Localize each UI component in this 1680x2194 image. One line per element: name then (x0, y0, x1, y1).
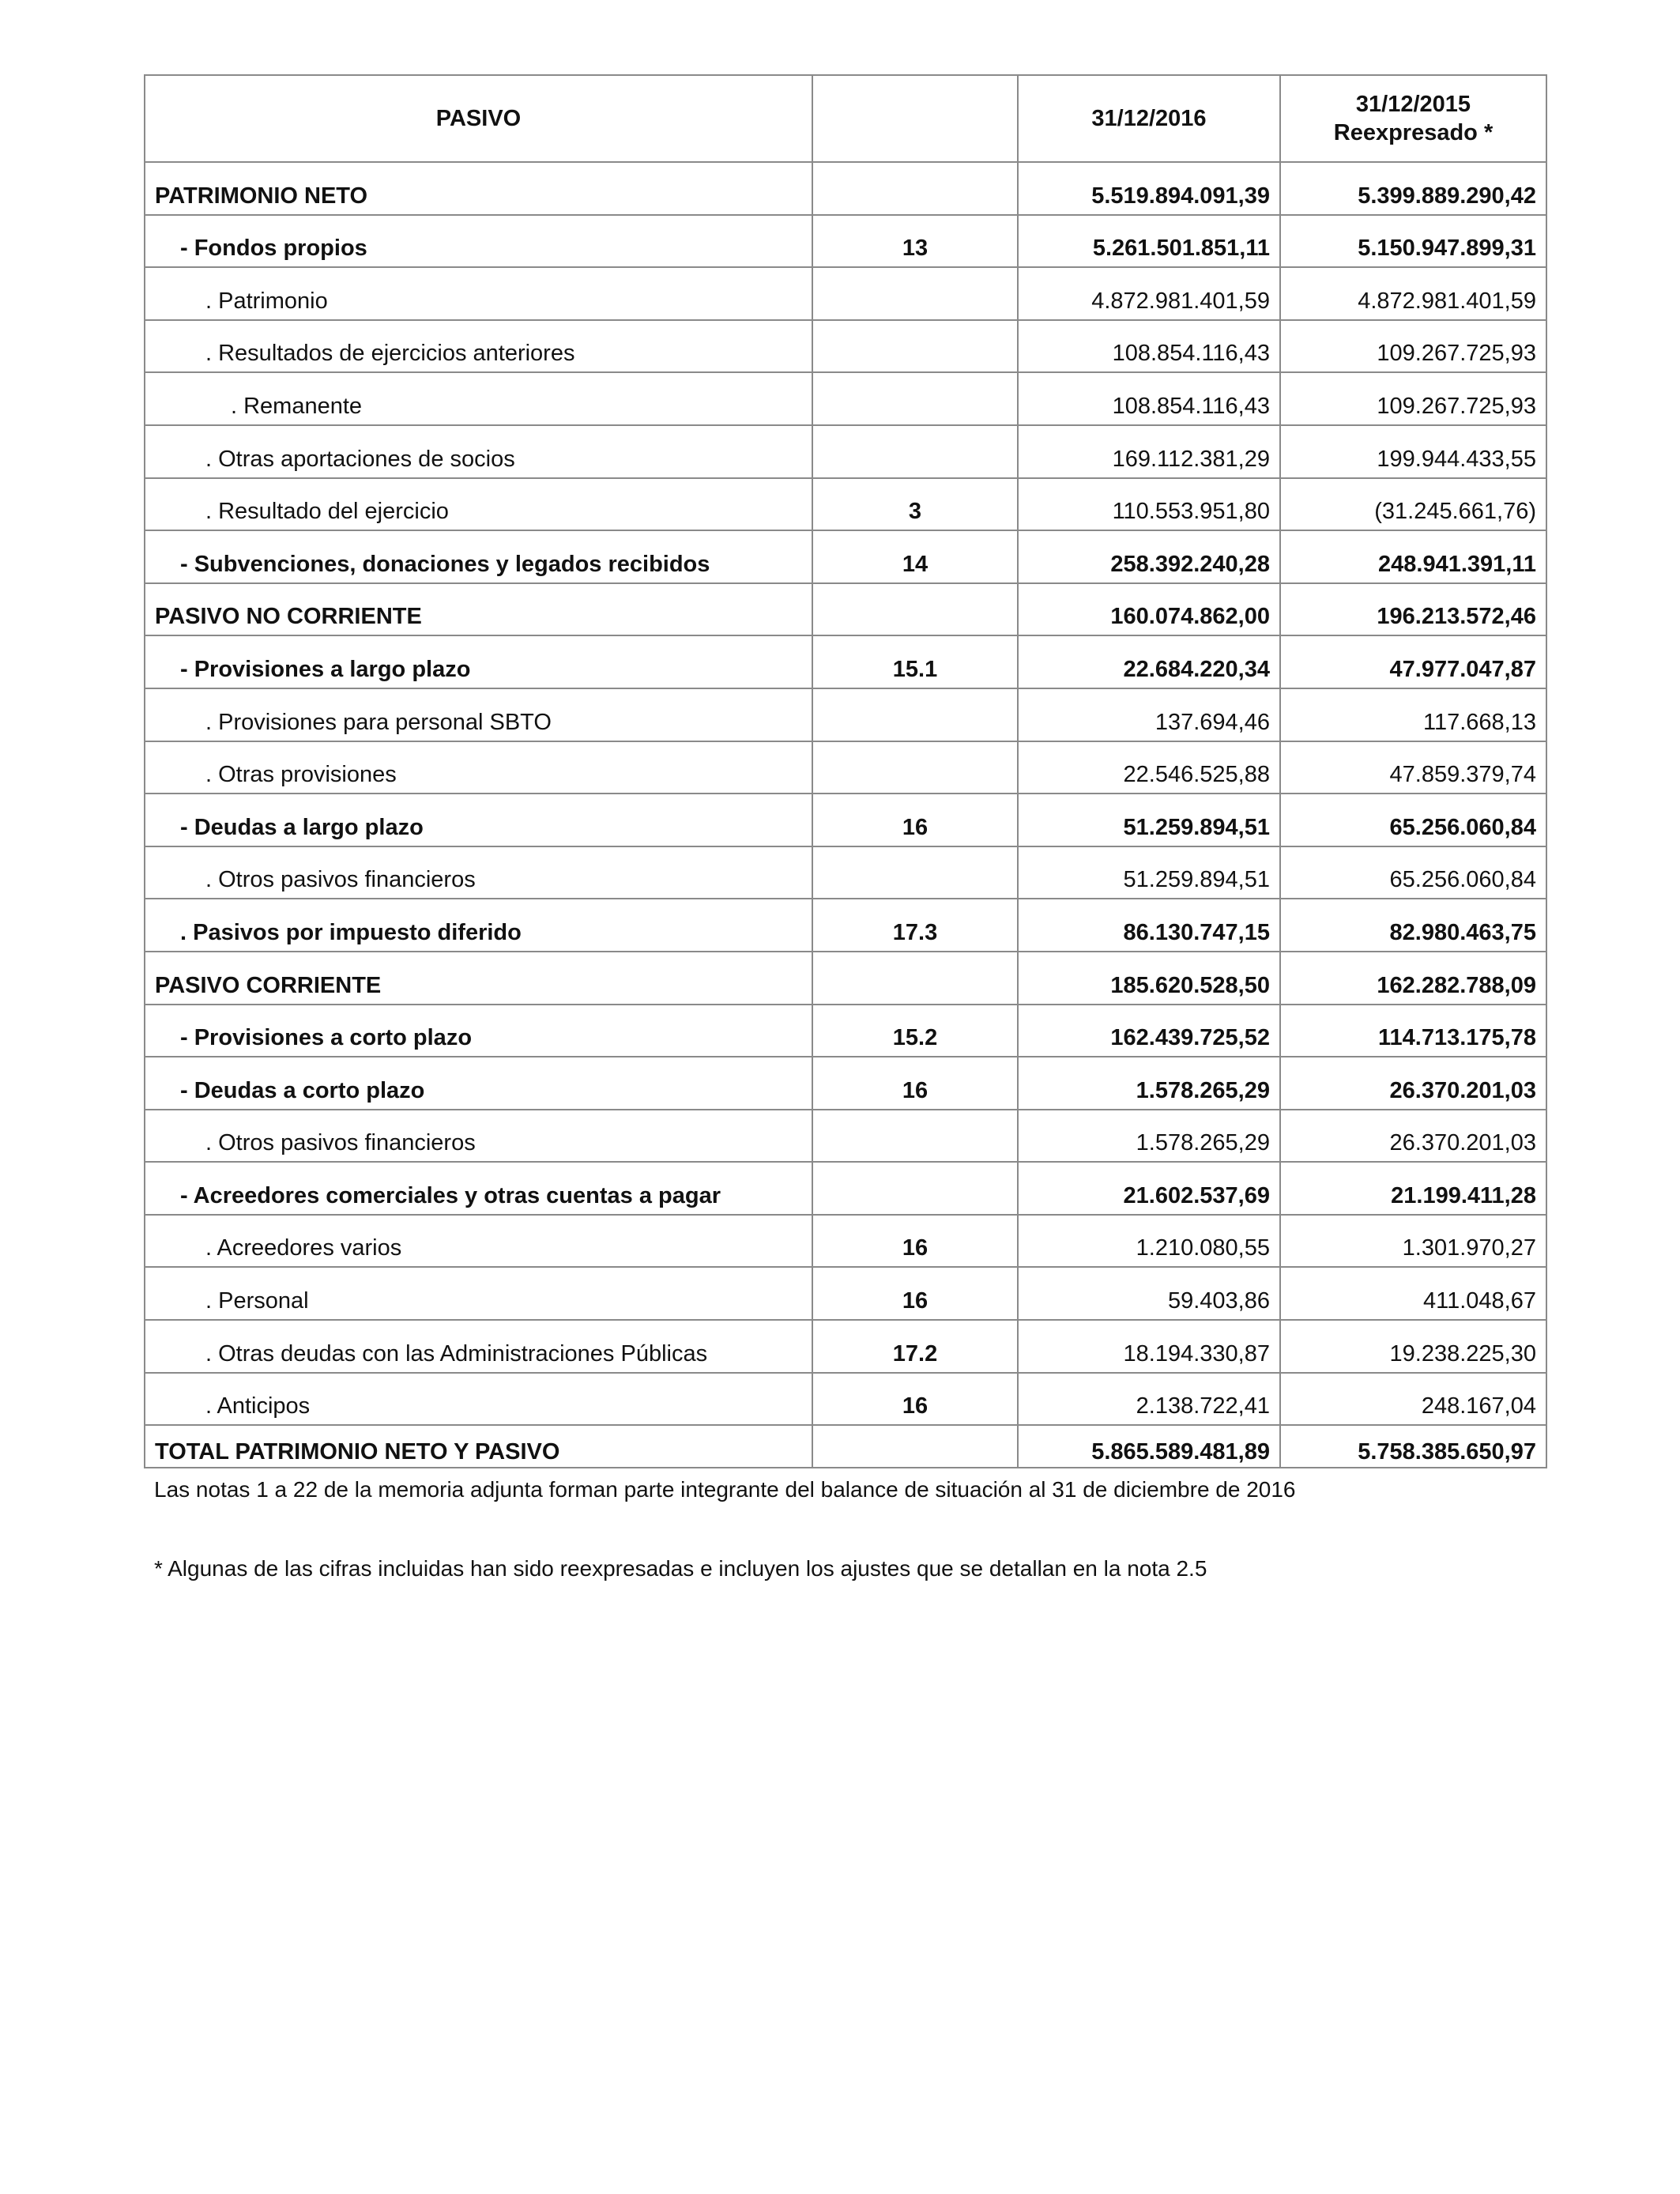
table-row (145, 899, 1546, 952)
row-label: . Personal (145, 1267, 812, 1320)
row-value-2015: 26.370.201,03 (1280, 1057, 1546, 1110)
table-row (145, 530, 1546, 583)
row-value-2015: 248.941.391,11 (1280, 530, 1546, 583)
total-row (145, 1425, 1546, 1468)
row-value-2015: 199.944.433,55 (1280, 425, 1546, 478)
row-label: . Otras provisiones (145, 741, 812, 794)
row-value-2015: 114.713.175,78 (1280, 1005, 1546, 1057)
row-value-2015: 109.267.725,93 (1280, 320, 1546, 373)
row-value-2016: 1.210.080,55 (1018, 1215, 1280, 1268)
row-label: - Provisiones a corto plazo (145, 1005, 812, 1057)
row-value-2016: 1.578.265,29 (1018, 1110, 1280, 1163)
row-value-2016: 162.439.725,52 (1018, 1005, 1280, 1057)
row-note (812, 372, 1018, 425)
row-label: PASIVO CORRIENTE (145, 952, 812, 1005)
row-value-2016: 108.854.116,43 (1018, 372, 1280, 425)
table-row (145, 372, 1546, 425)
header-date-2015-line2: Reexpresado * (1333, 120, 1494, 145)
row-label: - Fondos propios (145, 215, 812, 268)
row-label: PASIVO NO CORRIENTE (145, 583, 812, 636)
row-value-2016: 137.694,46 (1018, 688, 1280, 741)
row-note (812, 741, 1018, 794)
row-label: . Otras deudas con las Administraciones Públicas (145, 1320, 812, 1373)
row-note: 17.2 (812, 1320, 1018, 1373)
row-note (812, 583, 1018, 636)
row-label: . Pasivos por impuesto diferido (145, 899, 812, 952)
row-value-2015: 1.301.970,27 (1280, 1215, 1546, 1268)
row-value-2016: 108.854.116,43 (1018, 320, 1280, 373)
total-value-2015: 5.758.385.650,97 (1280, 1425, 1546, 1468)
row-value-2015: (31.245.661,76) (1280, 478, 1546, 531)
table-row (145, 688, 1546, 741)
table-row (145, 952, 1546, 1005)
row-label: PATRIMONIO NETO (145, 162, 812, 215)
row-value-2016: 86.130.747,15 (1018, 899, 1280, 952)
row-note: 15.1 (812, 635, 1018, 688)
table-row (145, 1110, 1546, 1163)
row-label: . Remanente (145, 372, 812, 425)
row-value-2016: 185.620.528,50 (1018, 952, 1280, 1005)
row-value-2015: 248.167,04 (1280, 1373, 1546, 1426)
row-note: 15.2 (812, 1005, 1018, 1057)
table-row (145, 162, 1546, 215)
row-label: - Acreedores comerciales y otras cuentas a pagar (145, 1162, 812, 1215)
row-value-2016: 22.546.525,88 (1018, 741, 1280, 794)
table-row (145, 846, 1546, 899)
table-row (145, 215, 1546, 268)
table-row (145, 478, 1546, 531)
row-label: . Patrimonio (145, 267, 812, 320)
row-label: - Subvenciones, donaciones y legados recibidos (145, 530, 812, 583)
row-value-2015: 82.980.463,75 (1280, 899, 1546, 952)
row-label: . Acreedores varios (145, 1215, 812, 1268)
table-row (145, 320, 1546, 373)
table-row (145, 1005, 1546, 1057)
table-row (145, 1267, 1546, 1320)
table-header-row (145, 75, 1546, 162)
table-row (145, 1215, 1546, 1268)
notes-footnote: Las notas 1 a 22 de la memoria adjunta forman parte integrante del balance de situación al 31 de diciembre de 2016 (154, 1477, 1296, 1502)
row-note (812, 688, 1018, 741)
row-note: 13 (812, 215, 1018, 268)
row-note: 16 (812, 1267, 1018, 1320)
row-value-2016: 59.403,86 (1018, 1267, 1280, 1320)
row-label: . Resultados de ejercicios anteriores (145, 320, 812, 373)
table-row (145, 635, 1546, 688)
row-label: - Deudas a largo plazo (145, 794, 812, 846)
row-note (812, 846, 1018, 899)
table-body (145, 162, 1546, 1468)
table-row (145, 583, 1546, 636)
row-value-2016: 18.194.330,87 (1018, 1320, 1280, 1373)
liabilities-table (144, 74, 1547, 1468)
row-value-2016: 51.259.894,51 (1018, 794, 1280, 846)
header-date-2016: 31/12/2016 (1018, 75, 1280, 162)
row-value-2016: 5.519.894.091,39 (1018, 162, 1280, 215)
row-value-2015: 162.282.788,09 (1280, 952, 1546, 1005)
balance-sheet (144, 74, 1546, 1468)
row-value-2015: 26.370.201,03 (1280, 1110, 1546, 1163)
row-note: 16 (812, 1373, 1018, 1426)
row-value-2015: 47.977.047,87 (1280, 635, 1546, 688)
restated-footnote: * Algunas de las cifras incluidas han sido reexpresadas e incluyen los ajustes que se detallan en la nota 2.5 (154, 1556, 1207, 1581)
row-label: . Resultado del ejercicio (145, 478, 812, 531)
row-value-2016: 22.684.220,34 (1018, 635, 1280, 688)
row-label: . Otros pasivos financieros (145, 1110, 812, 1163)
row-note: 16 (812, 1215, 1018, 1268)
row-value-2016: 51.259.894,51 (1018, 846, 1280, 899)
row-label: . Provisiones para personal SBTO (145, 688, 812, 741)
row-note (812, 1110, 1018, 1163)
row-label: - Provisiones a largo plazo (145, 635, 812, 688)
row-value-2016: 1.578.265,29 (1018, 1057, 1280, 1110)
table-row (145, 741, 1546, 794)
table-row (145, 1373, 1546, 1426)
row-value-2015: 117.668,13 (1280, 688, 1546, 741)
row-note: 16 (812, 1057, 1018, 1110)
row-value-2016: 110.553.951,80 (1018, 478, 1280, 531)
header-date-2015 (1280, 75, 1546, 162)
row-value-2016: 21.602.537,69 (1018, 1162, 1280, 1215)
row-value-2016: 4.872.981.401,59 (1018, 267, 1280, 320)
table-row (145, 425, 1546, 478)
row-note (812, 425, 1018, 478)
table-row (145, 267, 1546, 320)
header-pasivo: PASIVO (145, 75, 812, 162)
row-value-2016: 2.138.722,41 (1018, 1373, 1280, 1426)
row-label: . Anticipos (145, 1373, 812, 1426)
total-value-2016: 5.865.589.481,89 (1018, 1425, 1280, 1468)
row-note (812, 1162, 1018, 1215)
row-value-2016: 160.074.862,00 (1018, 583, 1280, 636)
row-note: 17.3 (812, 899, 1018, 952)
row-note (812, 320, 1018, 373)
table-row (145, 1162, 1546, 1215)
header-date-2015-line1: 31/12/2015 (1355, 92, 1471, 117)
row-value-2015: 109.267.725,93 (1280, 372, 1546, 425)
row-value-2016: 169.112.381,29 (1018, 425, 1280, 478)
row-value-2015: 65.256.060,84 (1280, 794, 1546, 846)
row-value-2015: 196.213.572,46 (1280, 583, 1546, 636)
row-value-2016: 258.392.240,28 (1018, 530, 1280, 583)
row-note (812, 267, 1018, 320)
row-value-2015: 19.238.225,30 (1280, 1320, 1546, 1373)
header-note (812, 75, 1018, 162)
total-note (812, 1425, 1018, 1468)
row-note: 3 (812, 478, 1018, 531)
total-label: TOTAL PATRIMONIO NETO Y PASIVO (145, 1425, 812, 1468)
row-value-2015: 65.256.060,84 (1280, 846, 1546, 899)
row-value-2015: 5.399.889.290,42 (1280, 162, 1546, 215)
row-label: . Otros pasivos financieros (145, 846, 812, 899)
row-value-2015: 4.872.981.401,59 (1280, 267, 1546, 320)
row-note (812, 162, 1018, 215)
row-value-2015: 5.150.947.899,31 (1280, 215, 1546, 268)
row-label: . Otras aportaciones de socios (145, 425, 812, 478)
row-note: 16 (812, 794, 1018, 846)
row-note: 14 (812, 530, 1018, 583)
table-row (145, 1057, 1546, 1110)
table-row (145, 794, 1546, 846)
row-value-2015: 47.859.379,74 (1280, 741, 1546, 794)
row-note (812, 952, 1018, 1005)
row-label: - Deudas a corto plazo (145, 1057, 812, 1110)
row-value-2015: 411.048,67 (1280, 1267, 1546, 1320)
row-value-2016: 5.261.501.851,11 (1018, 215, 1280, 268)
row-value-2015: 21.199.411,28 (1280, 1162, 1546, 1215)
table-row (145, 1320, 1546, 1373)
